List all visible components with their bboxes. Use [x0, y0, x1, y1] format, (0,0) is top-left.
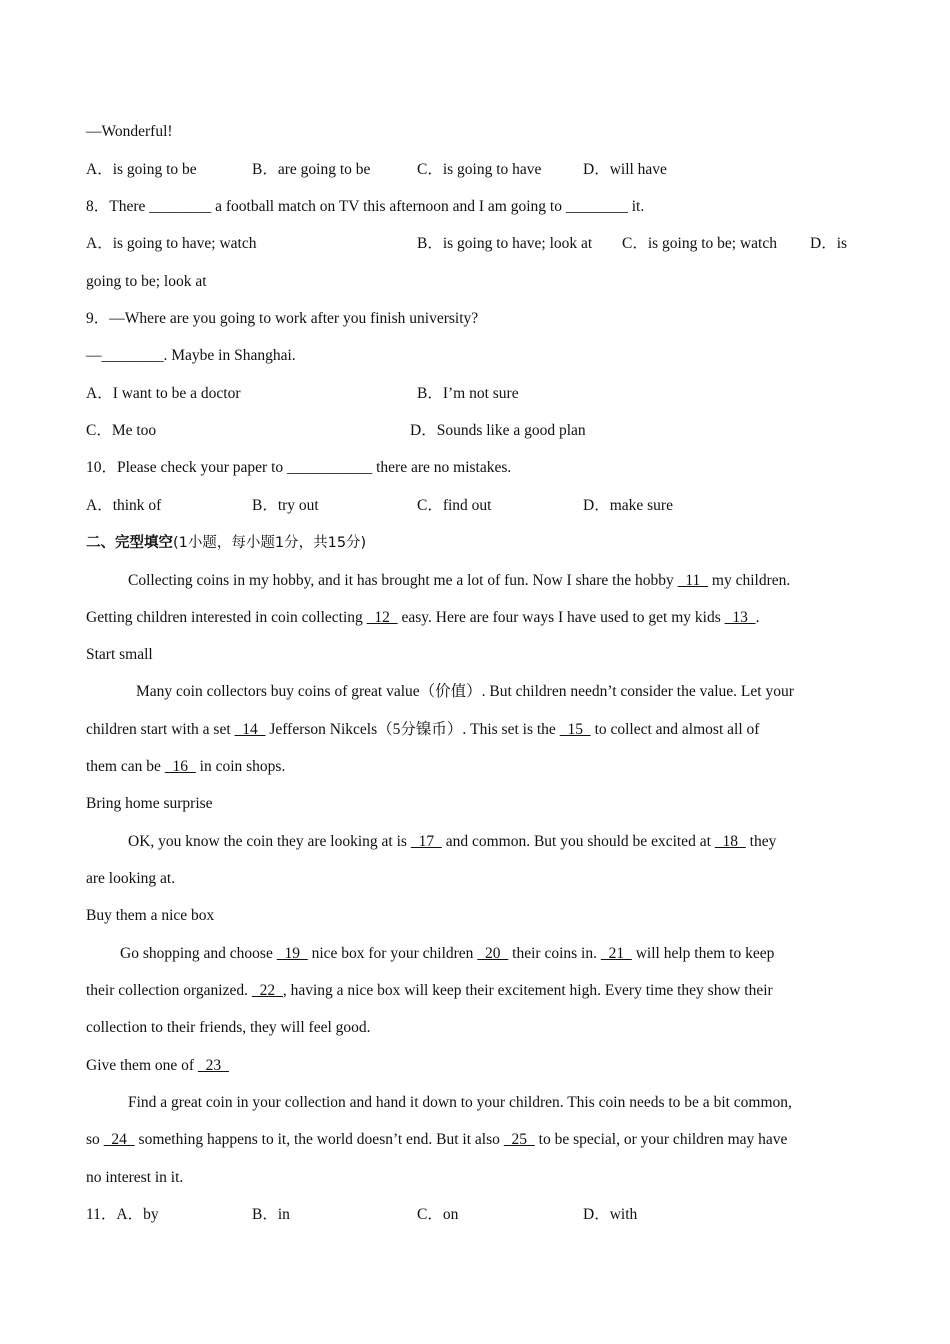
- q8-option-b: B．is going to have; look at: [417, 235, 593, 252]
- q9-stem: 9．—Where are you going to work after you finish university?: [86, 310, 479, 327]
- passage-p2-line1: Many coin collectors buy coins of great value（价值）. But children needn’t consider the value. Let your: [136, 683, 794, 700]
- text-run: .: [755, 609, 760, 626]
- blank-17: 17: [410, 833, 442, 850]
- text-run: Collecting coins in my hobby, and it has brought me a lot of fun. Now I share the hobby: [128, 572, 678, 589]
- passage-p5-line3: no interest in it.: [86, 1169, 184, 1186]
- q9-option-b: B．I’m not sure: [417, 385, 519, 402]
- section-note: (1小题，每小题1分，共15分): [173, 535, 367, 551]
- text-run: them can be: [86, 758, 165, 775]
- passage-p3-line2: are looking at.: [86, 870, 176, 887]
- q7-option-b: B．are going to be: [252, 161, 371, 178]
- section-title: 二、完型填空: [86, 535, 173, 551]
- q10-option-a: A．think of: [86, 497, 162, 514]
- section-heading: [86, 533, 366, 553]
- q11-option-b: B．in: [252, 1206, 290, 1223]
- q9-option-d: D．Sounds like a good plan: [410, 422, 586, 439]
- text-run: , having a nice box will keep their excitement high. Every time they show their: [282, 982, 773, 999]
- q8-stem: 8．There ________ a football match on TV this afternoon and I am going to ________ it.: [86, 198, 645, 215]
- text-run: Go shopping and choose: [120, 945, 277, 962]
- text-run: easy. Here are four ways I have used to get my kids: [397, 609, 725, 626]
- text-run: children start with a set: [86, 721, 235, 738]
- q10-option-c: C．find out: [417, 497, 492, 514]
- text-run: something happens to it, the world doesn’t end. But it also: [134, 1131, 504, 1148]
- passage-p3-line1: [128, 832, 776, 852]
- blank-24: 24: [103, 1131, 135, 1148]
- q8-option-c: C．is going to be; watch: [622, 235, 777, 252]
- passage-p2-line2: [86, 720, 759, 740]
- q10-stem: 10．Please check your paper to ___________ there are no mistakes.: [86, 459, 512, 476]
- text-run: Jefferson Nikcels（5分镍币）. This set is the: [265, 721, 560, 738]
- text-run: OK, you know the coin they are looking at is: [128, 833, 411, 850]
- passage-p5-line1: Find a great coin in your collection and hand it down to your children. This coin needs to be a bit common,: [128, 1094, 792, 1111]
- text-run: my children.: [708, 572, 791, 589]
- q9-option-a: A．I want to be a doctor: [86, 385, 241, 402]
- text-run: Getting children interested in coin collecting: [86, 609, 367, 626]
- passage-p5-line2: [86, 1130, 787, 1150]
- blank-13: 13: [724, 609, 756, 626]
- q11-option-d: D．with: [583, 1206, 638, 1223]
- text-run: to be special, or your children may have: [534, 1131, 788, 1148]
- text-run: nice box for your children: [307, 945, 478, 962]
- text-run: they: [745, 833, 777, 850]
- blank-11: 11: [677, 572, 709, 589]
- passage-p2-line3: [86, 757, 285, 777]
- text-run: will help them to keep: [631, 945, 775, 962]
- q7-option-a: A．is going to be: [86, 161, 197, 178]
- q10-option-b: B．try out: [252, 497, 319, 514]
- text-run: in coin shops.: [195, 758, 286, 775]
- text-run: to collect and almost all of: [590, 721, 760, 738]
- q10-option-d: D．make sure: [583, 497, 673, 514]
- q9-option-c: C．Me too: [86, 422, 157, 439]
- subheading-start-small: Start small: [86, 646, 153, 663]
- q8-option-a: A．is going to have; watch: [86, 235, 257, 252]
- passage-p1-line2: [86, 608, 759, 628]
- text-run: their coins in.: [508, 945, 601, 962]
- passage-p4-line3: collection to their friends, they will feel good.: [86, 1019, 371, 1036]
- blank-19: 19: [276, 945, 308, 962]
- q8-option-d: D．is: [810, 235, 848, 252]
- q7-answer-line: —Wonderful!: [86, 123, 173, 140]
- blank-25: 25: [503, 1131, 535, 1148]
- blank-23: 23: [197, 1057, 229, 1074]
- text-run: Give them one of: [86, 1057, 198, 1074]
- q7-option-c: C．is going to have: [417, 161, 542, 178]
- subheading-bring-home-surprise: Bring home surprise: [86, 795, 213, 812]
- blank-16: 16: [164, 758, 196, 775]
- text-run: and common. But you should be excited at: [441, 833, 715, 850]
- blank-22: 22: [251, 982, 283, 999]
- q11-option-c: C．on: [417, 1206, 459, 1223]
- text-run: so: [86, 1131, 104, 1148]
- blank-14: 14: [234, 721, 266, 738]
- subheading-give-them-one: [86, 1056, 229, 1076]
- subheading-buy-them-a-nice-box: Buy them a nice box: [86, 907, 215, 924]
- blank-15: 15: [559, 721, 591, 738]
- q7-option-d: D．will have: [583, 161, 667, 178]
- passage-p4-line2: [86, 981, 773, 1001]
- passage-p1-line1: [128, 571, 790, 591]
- passage-p4-line1: [120, 944, 774, 964]
- q9-answer-line: —________. Maybe in Shanghai.: [86, 347, 296, 364]
- q11-option-a: 11．A．by: [86, 1206, 159, 1223]
- blank-18: 18: [714, 833, 746, 850]
- blank-12: 12: [366, 609, 398, 626]
- blank-20: 20: [477, 945, 509, 962]
- text-run: their collection organized.: [86, 982, 252, 999]
- q8-option-d-wrap: going to be; look at: [86, 273, 207, 290]
- blank-21: 21: [600, 945, 632, 962]
